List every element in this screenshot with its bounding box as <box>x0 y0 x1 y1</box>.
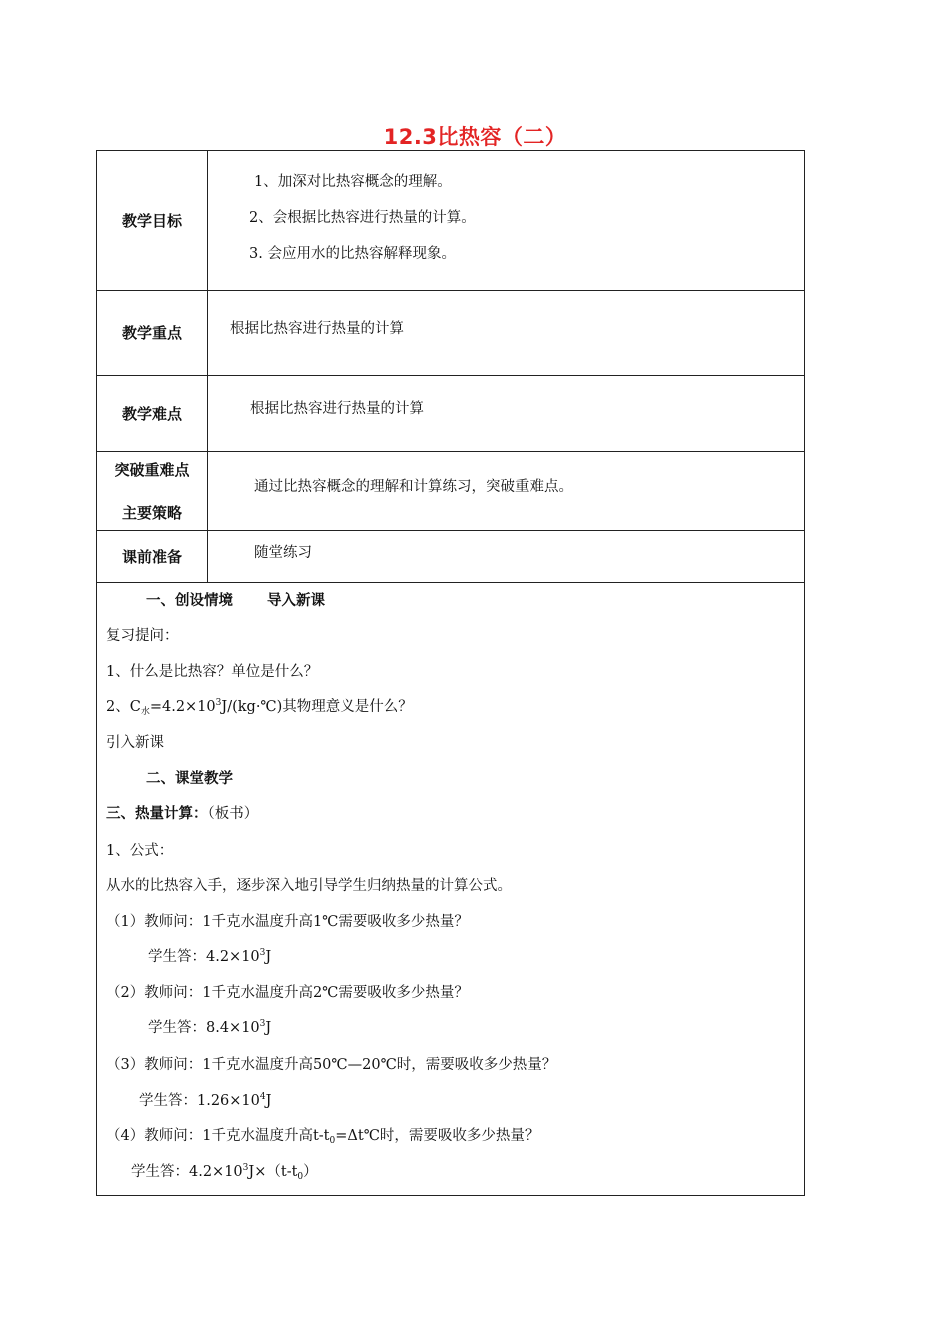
t4-prefix: （4）教师问：1千克水温度升高t-t <box>106 1128 330 1144</box>
a1-exp: 3 <box>259 948 266 958</box>
difficulty-text: 根据比热容进行热量的计算 <box>250 401 424 417</box>
a2-base: 学生答：8.4×10 <box>148 1020 260 1036</box>
teacher-question-3: （3）教师问：1千克水温度升高50℃—20℃时，需要吸收多少热量？ <box>106 1057 557 1073</box>
strategy-label-line2: 主要策略 <box>121 504 182 522</box>
section2-heading: 二、课堂教学 <box>146 771 233 787</box>
a2-exp: 3 <box>259 1019 266 1029</box>
review-prompt: 复习提问： <box>106 628 179 644</box>
intro-new-lesson: 引入新课 <box>106 735 164 751</box>
q2-mid: =4.2×10 <box>149 699 216 715</box>
difficulty-label-text: 教学难点 <box>121 405 182 423</box>
teacher-question-4 <box>106 1124 539 1146</box>
teacher-question-2: （2）教师问：1千克水温度升高2℃需要吸收多少热量？ <box>106 985 469 1001</box>
prep-text: 随堂练习 <box>254 545 312 561</box>
prep-label-text: 课前准备 <box>121 548 182 566</box>
t4-sub: 0 <box>329 1136 336 1146</box>
goals-label <box>97 151 208 290</box>
t4-suffix: =Δt℃时，需要吸收多少热量？ <box>335 1128 540 1144</box>
section1-heading <box>146 589 325 610</box>
q2-exp: 3 <box>215 698 222 708</box>
a3-unit: J <box>265 1093 272 1109</box>
lesson-body <box>97 583 804 1195</box>
section3-heading-note: （板书） <box>207 806 259 822</box>
section3-heading <box>106 802 258 823</box>
q2-sub: 水 <box>140 707 150 717</box>
prep-row <box>97 531 804 583</box>
a4-base: 学生答：4.2×10 <box>131 1164 243 1180</box>
difficulty-label <box>97 376 208 451</box>
strategy-content <box>208 452 804 530</box>
goal-2: 2、会根据比热容进行热量的计算。 <box>249 210 476 226</box>
formula-label: 1、公式： <box>106 843 174 859</box>
strategy-label-line1: 突破重难点 <box>114 461 190 479</box>
a3-exp: 4 <box>259 1092 266 1102</box>
prep-content <box>208 531 804 582</box>
difficulty-content <box>208 376 804 451</box>
goal-3: 3. 会应用水的比热容解释现象。 <box>249 246 456 262</box>
question-2 <box>106 695 413 717</box>
student-answer-1 <box>148 945 271 966</box>
a3-base: 学生答：1.26×10 <box>139 1093 260 1109</box>
a1-unit: J <box>265 949 272 965</box>
difficulty-row <box>97 376 804 452</box>
lesson-plan-table <box>96 150 805 1196</box>
section1-heading-b: 导入新课 <box>267 593 325 609</box>
question-1: 1、什么是比热容？单位是什么？ <box>106 664 319 680</box>
focus-row <box>97 290 804 376</box>
focus-content <box>208 290 804 375</box>
focus-label-text: 教学重点 <box>121 324 182 342</box>
page-title: 12.3比热容（二） <box>383 125 567 149</box>
prep-label <box>97 531 208 582</box>
section1-heading-a: 一、创设情境 <box>146 593 233 609</box>
a2-unit: J <box>265 1020 272 1036</box>
a1-base: 学生答：4.2×10 <box>148 949 260 965</box>
a4-exp: 3 <box>242 1163 249 1173</box>
goals-row <box>97 151 804 291</box>
teacher-question-1: （1）教师问：1千克水温度升高1℃需要吸收多少热量？ <box>106 914 469 930</box>
student-answer-3 <box>139 1089 271 1110</box>
goals-content <box>208 151 804 290</box>
focus-label <box>97 290 208 375</box>
guide-text: 从水的比热容入手，逐步深入地引导学生归纳热量的计算公式。 <box>106 878 512 894</box>
a4-sub: 0 <box>297 1172 304 1182</box>
a4-mid: J×（t-t <box>248 1164 298 1180</box>
strategy-text: 通过比热容概念的理解和计算练习，突破重难点。 <box>254 479 573 495</box>
q2-suffix: J/(kg·℃)其物理意义是什么？ <box>221 699 413 715</box>
student-answer-4 <box>131 1160 318 1182</box>
strategy-row <box>97 452 804 531</box>
student-answer-2 <box>148 1016 271 1037</box>
focus-text: 根据比热容进行热量的计算 <box>230 321 404 337</box>
a4-end: ） <box>303 1164 318 1180</box>
section3-heading-bold: 三、热量计算： <box>106 806 208 822</box>
goal-1: 1、加深对比热容概念的理解。 <box>254 174 452 190</box>
goals-label-text: 教学目标 <box>121 212 182 230</box>
q2-prefix: 2、C <box>106 699 141 715</box>
strategy-label <box>97 452 208 530</box>
